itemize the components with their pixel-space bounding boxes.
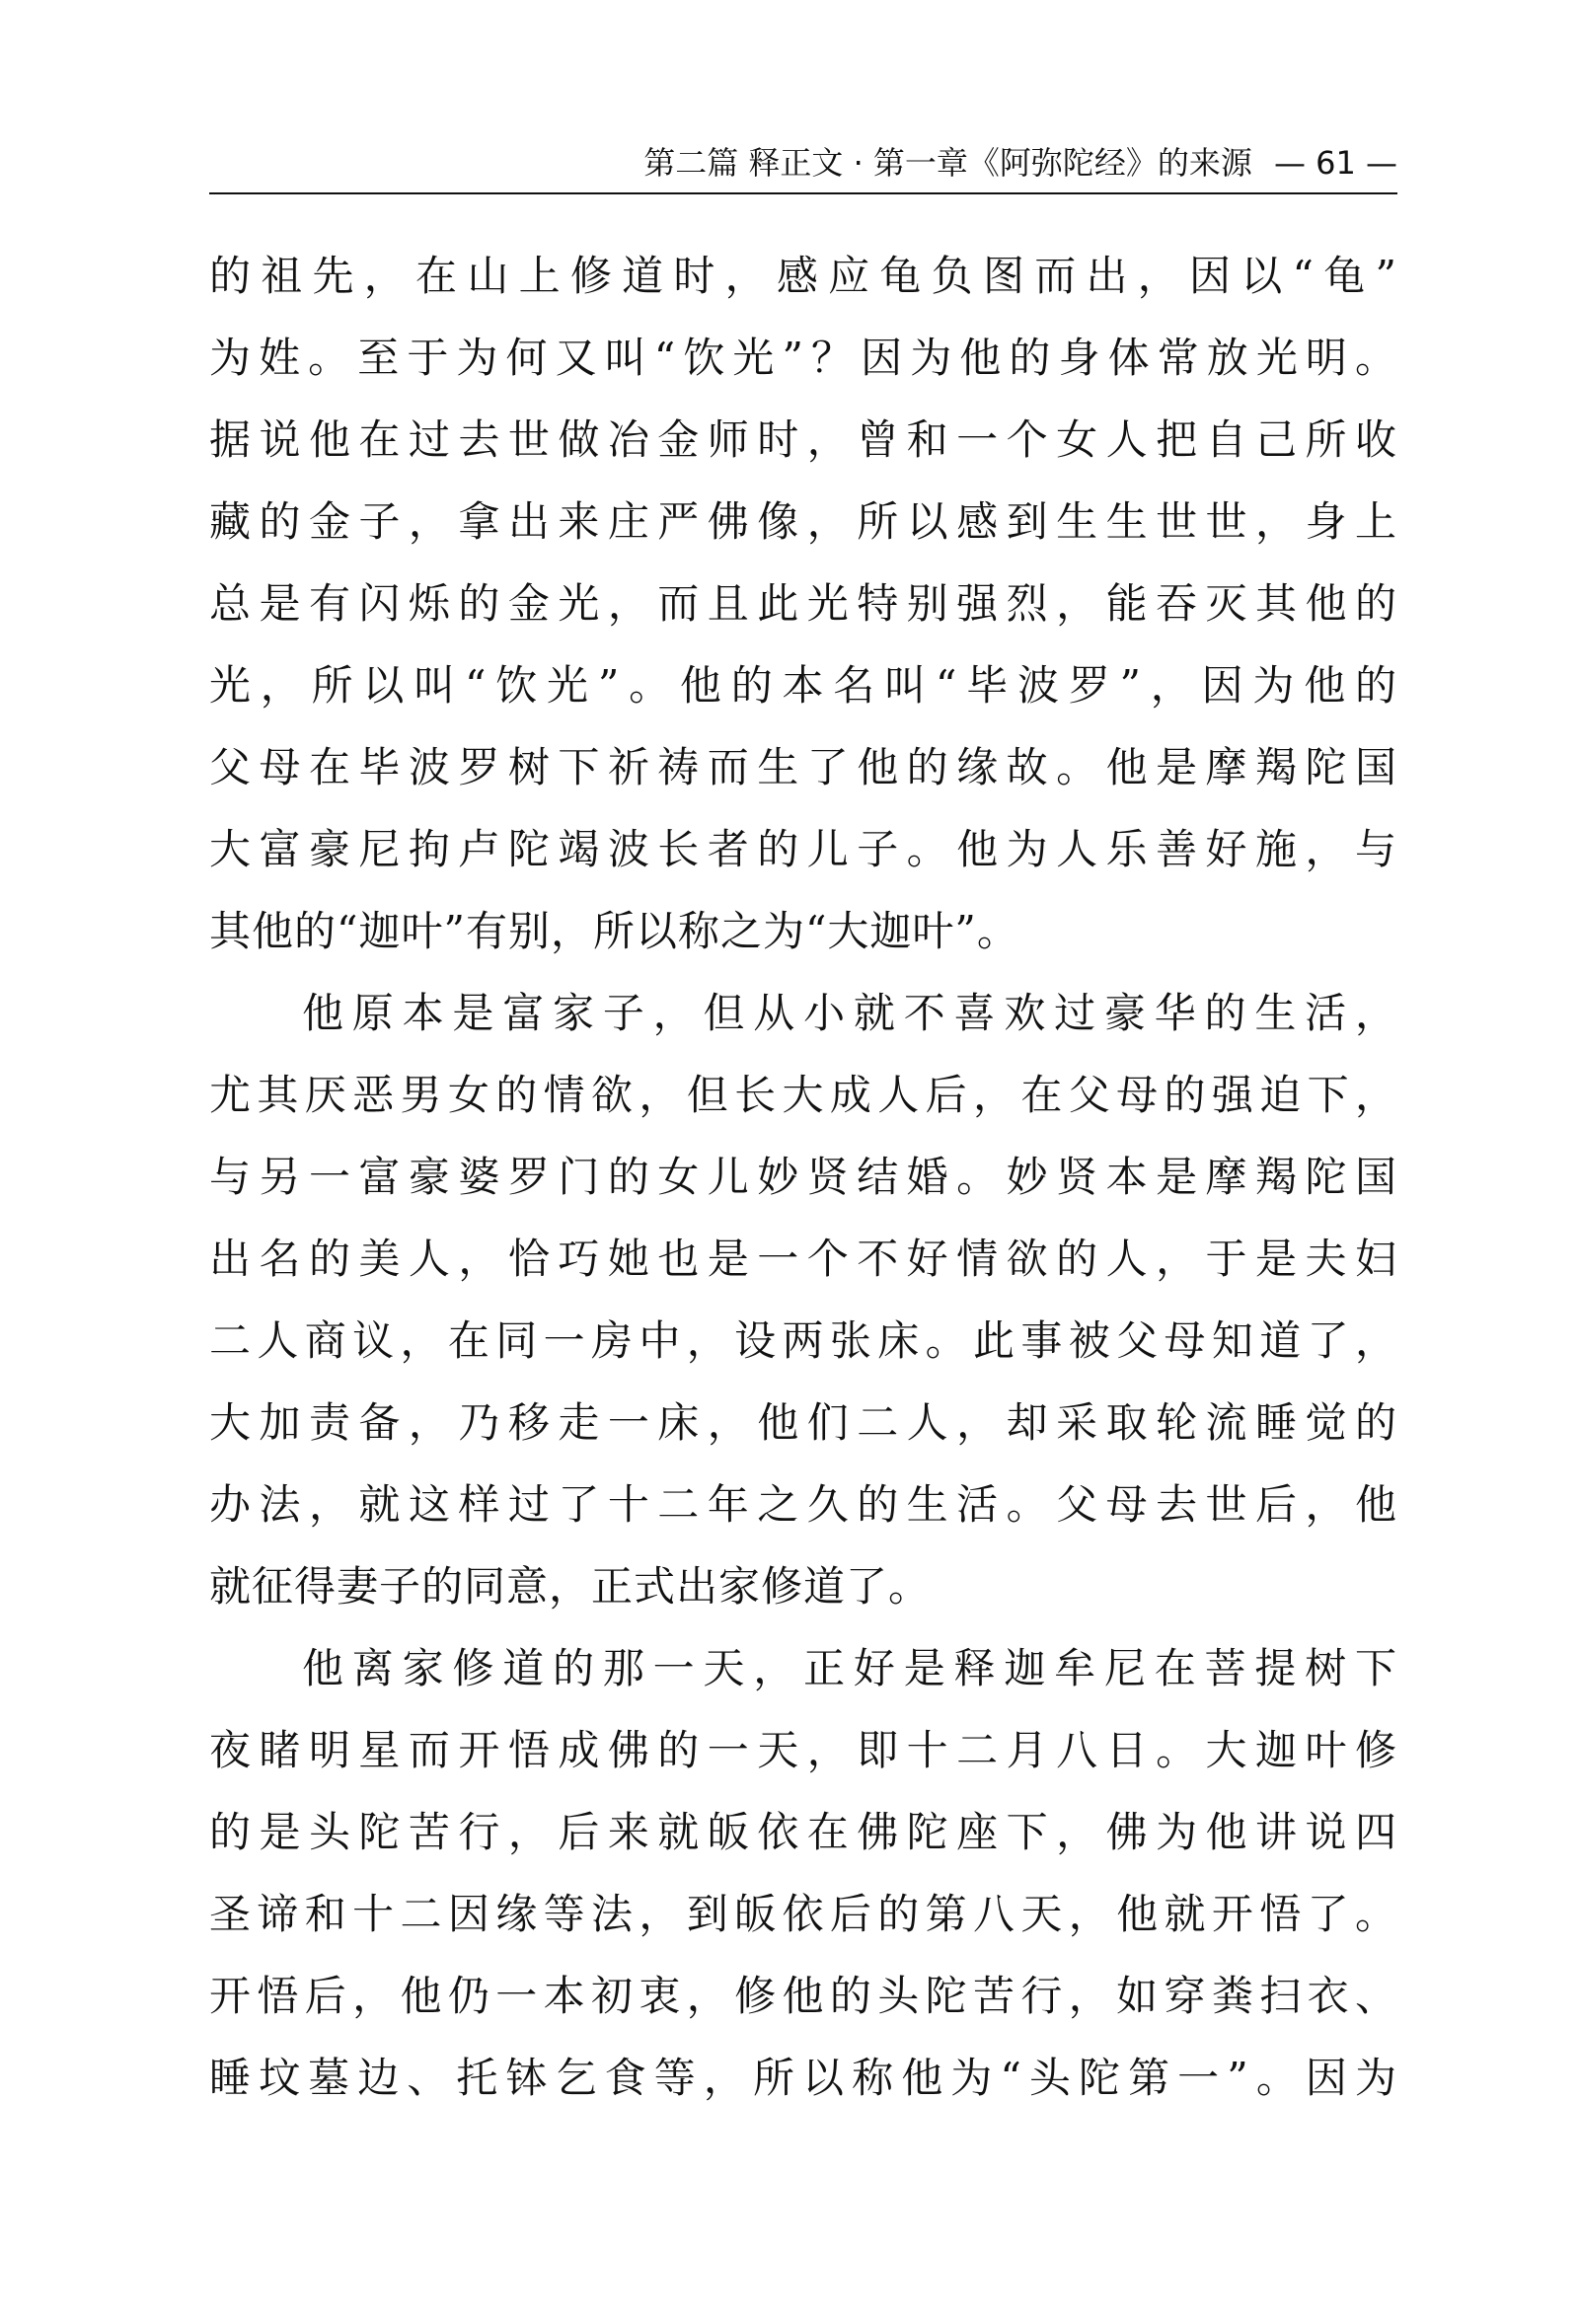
text-line: 二人商议，在同一房中，设两张床。此事被父母知道了， bbox=[209, 1316, 1397, 1365]
body-text bbox=[209, 235, 1397, 2119]
text-line: 藏的金子，拿出来庄严佛像，所以感到生生世世，身上 bbox=[209, 497, 1397, 546]
text-line: 与另一富豪婆罗门的女儿妙贤结婚。妙贤本是摩羯陀国 bbox=[209, 1153, 1397, 1201]
text-line: 的是头陀苦行，后来就皈依在佛陀座下，佛为他讲说四 bbox=[209, 1808, 1397, 1856]
text-line: 为姓。至于为何又叫“饮光”？因为他的身体常放光明。 bbox=[209, 334, 1397, 382]
text-line: 大富豪尼拘卢陀竭波长者的儿子。他为人乐善好施，与 bbox=[209, 825, 1397, 873]
page-number: — 61 — bbox=[1273, 144, 1397, 182]
header-rule bbox=[209, 192, 1397, 194]
text-line: 光，所以叫“饮光”。他的本名叫“毕波罗”，因为他的 bbox=[209, 661, 1397, 710]
text-line: 开悟后，他仍一本初衷，修他的头陀苦行，如穿粪扫衣、 bbox=[209, 1972, 1397, 2020]
chapter-title: 第二篇 释正文 · 第一章《阿弥陀经》的来源 bbox=[643, 144, 1252, 182]
text-line: 办法，就这样过了十二年之久的生活。父母去世后，他 bbox=[209, 1480, 1397, 1529]
text-line: 出名的美人，恰巧她也是一个不好情欲的人，于是夫妇 bbox=[209, 1235, 1397, 1283]
text-line: 夜睹明星而开悟成佛的一天，即十二月八日。大迦叶修 bbox=[209, 1726, 1397, 1774]
text-line: 总是有闪烁的金光，而且此光特别强烈，能吞灭其他的 bbox=[209, 579, 1397, 628]
running-header bbox=[209, 138, 1397, 187]
text-line: 就征得妻子的同意，正式出家修道了。 bbox=[209, 1562, 932, 1611]
text-line: 大加责备，乃移走一床，他们二人，却采取轮流睡觉的 bbox=[209, 1398, 1397, 1447]
text-line: 尤其厌恶男女的情欲，但长大成人后，在父母的强迫下， bbox=[209, 1071, 1397, 1119]
text-line: 父母在毕波罗树下祈祷而生了他的缘故。他是摩羯陀国 bbox=[209, 743, 1397, 791]
text-line: 的祖先，在山上修道时，感应龟负图而出，因以“龟” bbox=[209, 252, 1397, 300]
text-line: 其他的“迦叶”有别，所以称之为“大迦叶”。 bbox=[209, 907, 1019, 955]
text-line: 圣谛和十二因缘等法，到皈依后的第八天，他就开悟了。 bbox=[209, 1890, 1397, 1938]
text-line: 据说他在过去世做冶金师时，曾和一个女人把自己所收 bbox=[209, 415, 1397, 464]
text-line: 他原本是富家子，但从小就不喜欢过豪华的生活， bbox=[302, 989, 1397, 1037]
text-line: 他离家修道的那一天，正好是释迦牟尼在菩提树下 bbox=[302, 1644, 1397, 1692]
text-line: 睡坟墓边、托钵乞食等，所以称他为“头陀第一”。因为 bbox=[209, 2054, 1397, 2102]
